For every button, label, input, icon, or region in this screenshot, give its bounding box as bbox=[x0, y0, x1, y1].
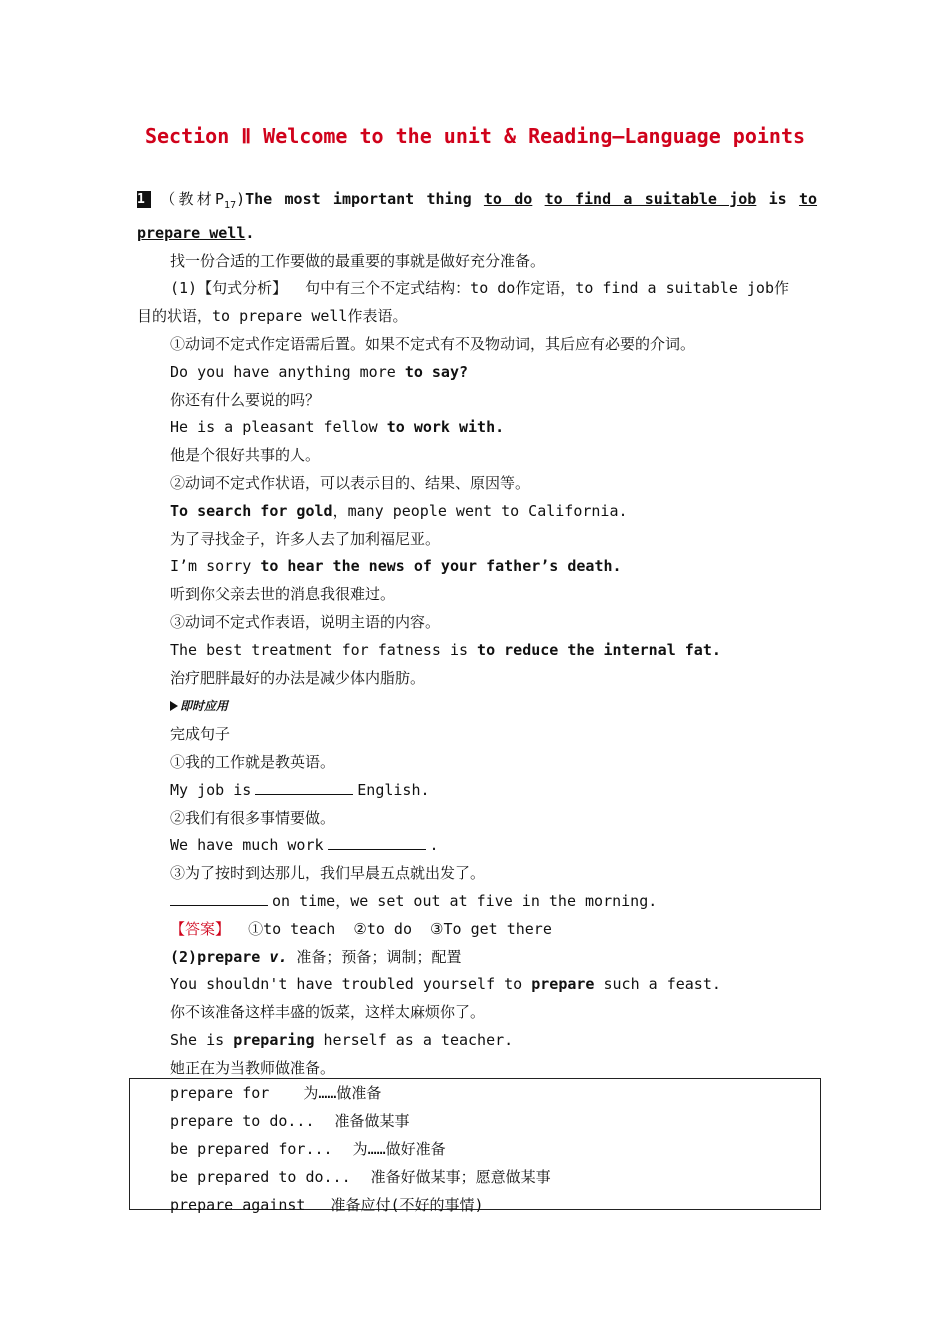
example-en: Do you have anything more to say? bbox=[170, 362, 469, 381]
example-zh: 为了寻找金子，许多人去了加利福尼亚。 bbox=[170, 529, 441, 548]
example-zh: 她正在为当教师做准备。 bbox=[170, 1058, 336, 1077]
example-zh: 他是个很好共事的人。 bbox=[170, 446, 321, 465]
analysis-line2: 目的状语，to prepare well作表语。 bbox=[137, 307, 408, 326]
triangle-icon bbox=[170, 701, 178, 711]
item1-sentence: 1 （教材$P_{17})The$ most important thing to do to find a suitable job is to bbox=[137, 190, 818, 211]
example-en: I’m sorry to hear the news of your father’s death. bbox=[170, 557, 622, 576]
example-en: She is preparing herself as a teacher. bbox=[170, 1030, 514, 1049]
item1-sentence-cont: prepare well. bbox=[137, 223, 255, 242]
answer-blank bbox=[170, 891, 268, 906]
phrase-row: be prepared to do... 准备好做某事；愿意做某事 bbox=[170, 1168, 551, 1186]
question-en: on time，we set out at five in the morning. bbox=[137, 888, 817, 916]
answer-blank bbox=[255, 780, 353, 795]
page-title: Section Ⅱ Welcome to the unit & Reading—Language points bbox=[144, 124, 806, 148]
content-body bbox=[137, 186, 817, 1083]
phrase-row: prepare to do... 准备做某事 bbox=[170, 1112, 410, 1130]
phrase-row: prepare against 准备应付(不好的事情) bbox=[170, 1196, 484, 1214]
question-en: My job is English. bbox=[170, 780, 430, 799]
example-en: The best treatment for fatness is to reduce the internal fat. bbox=[170, 640, 721, 659]
rule-2: ②动词不定式作状语，可以表示目的、结果、原因等。 bbox=[170, 473, 531, 492]
rule-3: ③动词不定式作表语，说明主语的内容。 bbox=[170, 612, 441, 631]
rule-1: ①动词不定式作定语需后置。如果不定式有不及物动词，其后应有必要的介词。 bbox=[170, 334, 696, 353]
example-en: You shouldn't have troubled yourself to prepare such a feast. bbox=[170, 975, 721, 994]
item1-translation: 找一份合适的工作要做的最重要的事就是做好充分准备。 bbox=[170, 251, 546, 270]
prepare-heading: (2)prepare v. 准备；预备；调制；配置 bbox=[170, 947, 462, 966]
question-zh: ②我们有很多事情要做。 bbox=[170, 808, 336, 827]
example-en: To search for gold，many people went to California. bbox=[170, 501, 628, 520]
item-number-badge: 1 bbox=[137, 191, 151, 208]
example-zh: 你还有什么要说的吗？ bbox=[170, 390, 321, 409]
question-zh: ③为了按时到达那儿，我们早晨五点就出发了。 bbox=[170, 864, 486, 883]
example-zh: 你不该准备这样丰盛的饭菜，这样太麻烦你了。 bbox=[170, 1003, 486, 1022]
phrase-row: prepare for 为……做准备 bbox=[170, 1084, 382, 1102]
question-zh: ①我的工作就是教英语。 bbox=[170, 752, 336, 771]
example-zh: 听到你父亲去世的消息我很难过。 bbox=[170, 585, 396, 604]
example-zh: 治疗肥胖最好的办法是减少体内脂肪。 bbox=[170, 668, 426, 687]
practice-task: 完成句子 bbox=[170, 725, 231, 744]
example-en: He is a pleasant fellow to work with. bbox=[170, 418, 505, 437]
answer-blank bbox=[328, 835, 426, 850]
analysis-line1: (1)【句式分析】 句中有三个不定式结构：to do作定语，to find a suitable job作 bbox=[170, 279, 789, 298]
phrase-box bbox=[129, 1078, 821, 1214]
question-en: We have much work . bbox=[170, 836, 439, 855]
answer-line: 【答案】 ①to teach ②to do ③To get there bbox=[170, 919, 552, 938]
practice-heading: 即时应用 bbox=[137, 692, 817, 721]
phrase-row: be prepared for... 为……做好准备 bbox=[170, 1140, 446, 1158]
